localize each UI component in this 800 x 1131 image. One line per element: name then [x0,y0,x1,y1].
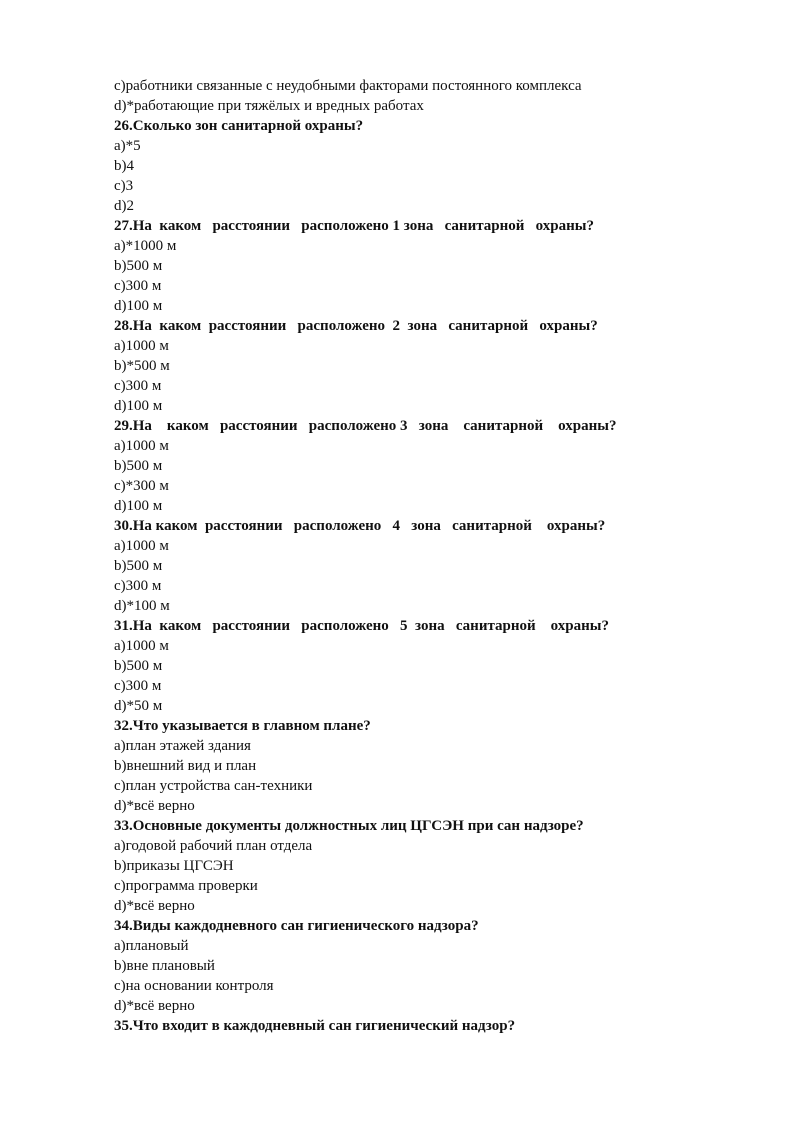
answer-option-line: d)*50 м [114,698,163,714]
answer-option-line: d)*100 м [114,598,170,614]
answer-option-line: b)500 м [114,658,163,674]
answer-option-line: c)программа проверки [114,878,258,894]
answer-option-line: c)300 м [114,678,162,694]
answer-option-line: c)300 м [114,578,162,594]
question-line: 28.На каком расстоянии расположено 2 зона санитарной охраны? [114,318,598,334]
question-line: 27.На каком расстоянии расположено 1 зона санитарной охраны? [114,218,594,234]
document-body [114,76,694,1036]
answer-option-line: b)*500 м [114,358,170,374]
question-line: 33.Основные документы должностных лиц ЦГСЭН при сан надзоре? [114,818,584,834]
answer-option-line: c)на основании контроля [114,978,274,994]
answer-option-line: c)3 [114,178,134,194]
answer-option-line: a)1000 м [114,538,169,554]
question-line: 31.На каком расстоянии расположено 5 зона санитарной охраны? [114,618,609,634]
answer-option-line: a)плановый [114,938,189,954]
answer-option-line: d)*работающие при тяжёлых и вредных работах [114,98,424,114]
answer-option-line: d)*всё верно [114,898,195,914]
question-line: 34.Виды каждодневного сан гигиенического надзора? [114,918,479,934]
answer-option-line: a)1000 м [114,638,169,654]
answer-option-line: c)300 м [114,278,162,294]
question-line: 30.На каком расстоянии расположено 4 зона санитарной охраны? [114,518,606,534]
question-line: 26.Сколько зон санитарной охраны? [114,118,364,134]
answer-option-line: d)100 м [114,498,163,514]
answer-option-line: a)годовой рабочий план отдела [114,838,313,854]
answer-option-line: b)4 [114,158,134,174]
answer-option-line: a)1000 м [114,438,169,454]
answer-option-line: b)приказы ЦГСЭН [114,858,234,874]
question-line: 35.Что входит в каждодневный сан гигиенический надзор? [114,1018,516,1034]
answer-option-line: b)внешний вид и план [114,758,257,774]
answer-option-line: a)*5 [114,138,141,154]
answer-option-line: d)100 м [114,298,163,314]
answer-option-line: c)*300 м [114,478,169,494]
answer-option-line: d)2 [114,198,134,214]
answer-option-line: d)*всё верно [114,798,195,814]
answer-option-line: a)1000 м [114,338,169,354]
answer-option-line: b)500 м [114,558,163,574]
answer-option-line: c)план устройства сан-техники [114,778,313,794]
answer-option-line: c)работники связанные с неудобными факторами постоянного комплекса [114,78,582,94]
question-line: 32.Что указывается в главном плане? [114,718,371,734]
answer-option-line: c)300 м [114,378,162,394]
answer-option-line: a)план этажей здания [114,738,251,754]
answer-option-line: b)вне плановый [114,958,215,974]
answer-option-line: b)500 м [114,458,163,474]
answer-option-line: d)*всё верно [114,998,195,1014]
question-line: 29.На каком расстоянии расположено 3 зона санитарной охраны? [114,418,617,434]
answer-option-line: a)*1000 м [114,238,177,254]
answer-option-line: d)100 м [114,398,163,414]
answer-option-line: b)500 м [114,258,163,274]
